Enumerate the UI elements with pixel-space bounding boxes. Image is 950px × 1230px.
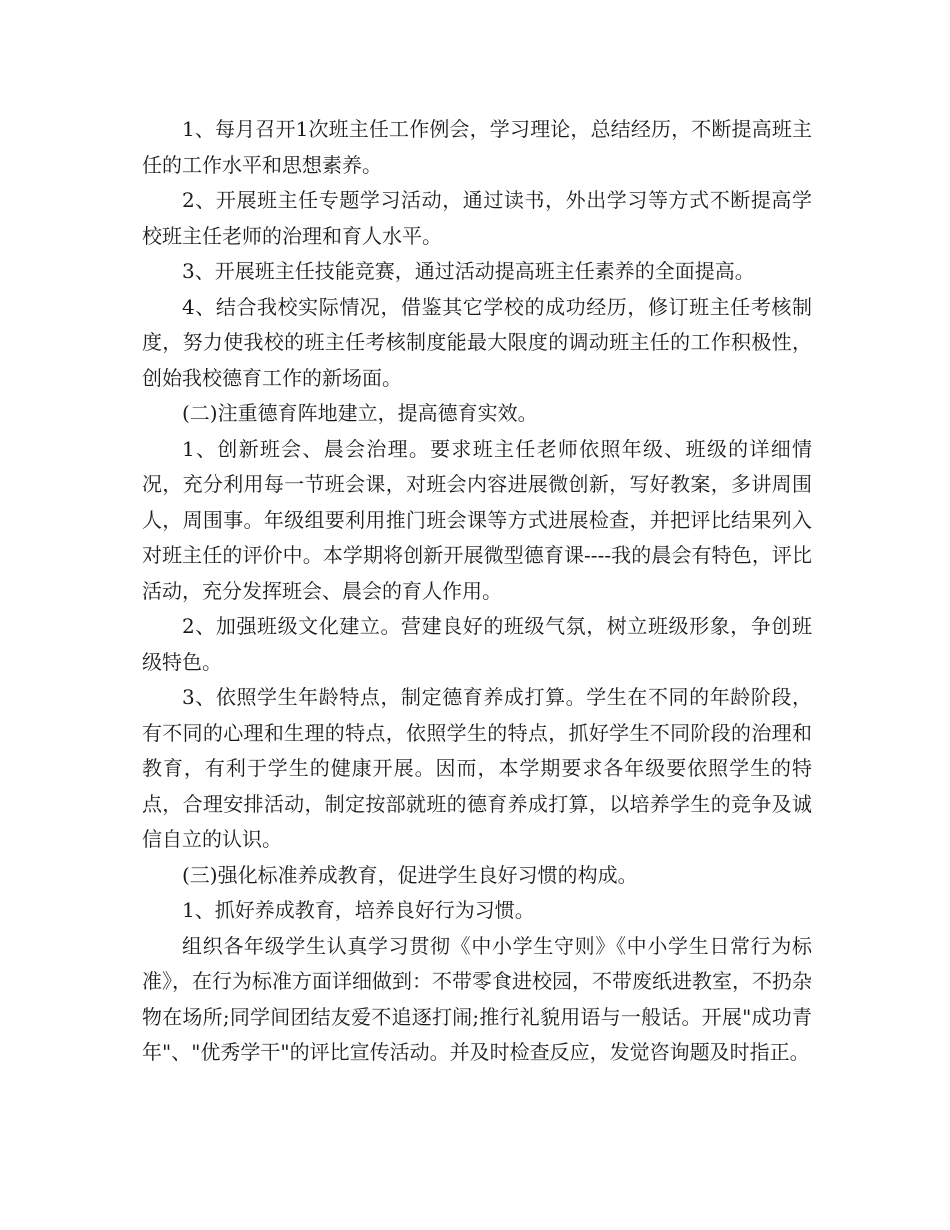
paragraph-2: 2、开展班主任专题学习活动，通过读书，外出学习等方式不断提高学校班主任老师的治理和育人水平。 xyxy=(142,188,812,248)
paragraph-6: 2、加强班级文化建立。营建良好的班级气氛，树立班级形象，争创班级特色。 xyxy=(142,614,812,674)
paragraph-4: 4、结合我校实际情况，借鉴其它学校的成功经历，修订班主任考核制度，努力使我校的班主任考核制度能最大限度的调动班主任的工作积极性，创始我校德育工作的新场面。 xyxy=(142,294,812,390)
paragraph-9: 组织各年级学生认真学习贯彻《中小学生守则》《中小学生日常行为标准》，在行为标准方面详细做到：不带零食进校园，不带废纸进教室，不扔杂物在场所;同学间团结友爱不追逐打闹;推行礼貌用语与一般话。开展"成功青年"、"优秀学干"的评比宣传活动。并及时检查反应，发觉咨询题及时指正。 xyxy=(142,933,812,1064)
section-heading-3: (三)强化标准养成教育，促进学生良好习惯的构成。 xyxy=(182,862,638,887)
paragraph-8: 1、抓好养成教育，培养良好行为习惯。 xyxy=(182,898,535,922)
paragraph-3: 3、开展班主任技能竞赛，通过活动提高班主任素养的全面提高。 xyxy=(182,259,755,283)
paragraph-5: 1、创新班会、晨会治理。要求班主任老师依照年级、班级的详细情况，充分利用每一节班会课，对班会内容进展微创新，写好教案，多讲周围人，周围事。年级组要利用推门班会课等方式进展检查，并把评比结果列入对班主任的评价中。本学期将创新开展微型德育课----我的晨会有特色，评比活动，充分发挥班会、晨会的育人作用。 xyxy=(142,436,812,603)
paragraph-1: 1、每月召开1次班主任工作例会，学习理论，总结经历，不断提高班主任的工作水平和思想素养。 xyxy=(142,117,812,177)
document-body xyxy=(142,112,812,1071)
paragraph-7: 3、依照学生年龄特点，制定德育养成打算。学生在不同的年龄阶段，有不同的心理和生理的特点，依照学生的特点，抓好学生不同阶段的治理和教育，有利于学生的健康开展。因而，本学期要求各年级要依照学生的特点，合理安排活动，制定按部就班的德育养成打算，以培养学生的竞争及诚信自立的认识。 xyxy=(142,685,812,851)
section-heading-2: (二)注重德育阵地建立，提高德育实效。 xyxy=(182,401,538,425)
